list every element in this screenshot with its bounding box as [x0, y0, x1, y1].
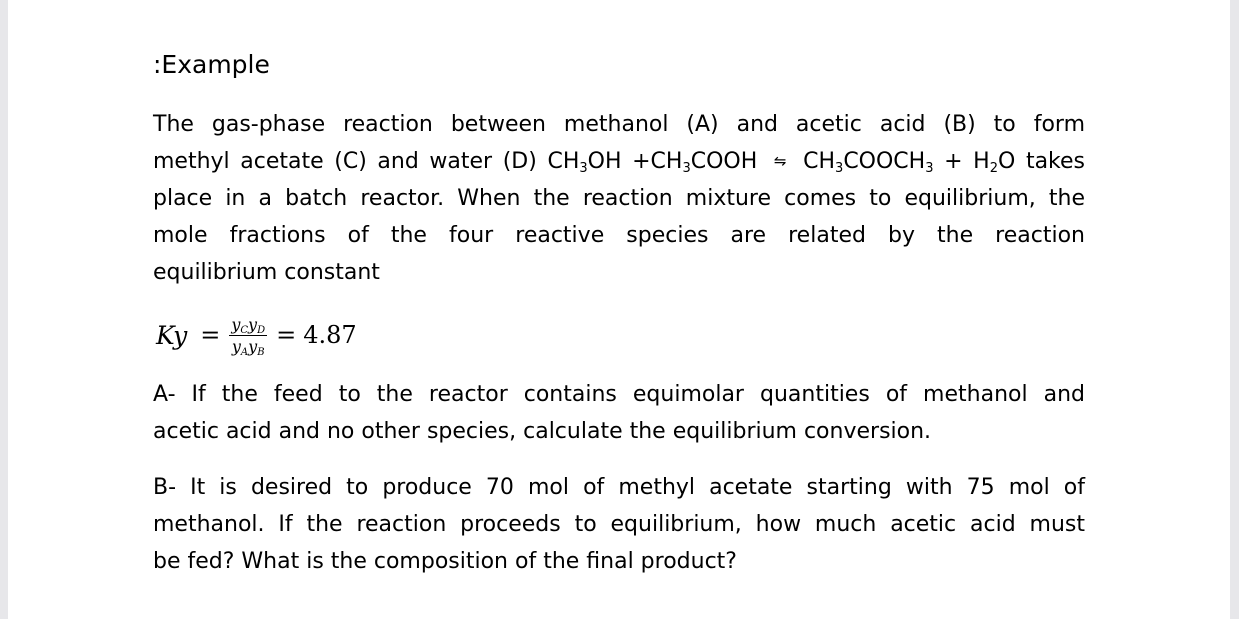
- fraction-numerator: $y_Cy_D$: [231, 314, 266, 336]
- text-line: A- If the feed to the reactor contains equimolar quantities of methanol and: [153, 382, 1085, 407]
- reaction-line: [153, 143, 1085, 180]
- text-line: be fed? What is the composition of the final product?: [153, 549, 737, 574]
- formula-acetic-acid: $+CH_3COOH$: [632, 149, 758, 176]
- formula-water: + $H_2O$: [944, 149, 1016, 176]
- fraction-denominator: $y_Ay_B$: [231, 336, 265, 358]
- text-line: acetic acid and no other species, calculate the equilibrium conversion.: [153, 419, 932, 444]
- question-part-b: [153, 469, 1085, 580]
- text-line: mole fractions of the four reactive species are related by the reaction: [153, 223, 1085, 248]
- text-segment: methyl acetate (C) and water (D): [153, 149, 537, 174]
- text-line: B- It is desired to produce 70 mol of methyl acetate starting with 75 mol of: [153, 475, 1085, 500]
- mole-fraction-ratio: [229, 315, 267, 356]
- equilibrium-constant-equation: [156, 306, 357, 364]
- equals-sign: =: [276, 321, 297, 349]
- equation-lhs: Ky: [156, 320, 188, 350]
- equation-value: 4.87: [303, 321, 357, 349]
- formula-methanol: $CH_3OH$: [547, 149, 622, 176]
- text-segment: takes: [1025, 149, 1086, 174]
- text-line: equilibrium constant: [153, 260, 380, 285]
- formula-methyl-acetate: $CH_3COOCH_3$: [803, 149, 934, 176]
- text-line: place in a batch reactor. When the reaction mixture comes to equilibrium, the: [153, 186, 1085, 211]
- document-page: [8, 0, 1230, 619]
- text-line: methanol. If the reaction proceeds to equilibrium, how much acetic acid must: [153, 512, 1085, 537]
- text-line: The gas-phase reaction between methanol (A) and acetic acid (B) to form: [153, 112, 1085, 137]
- equals-sign: =: [200, 321, 221, 349]
- question-part-a: [153, 376, 1085, 450]
- example-heading: :Example: [153, 50, 270, 79]
- equilibrium-arrow-icon: ⇋: [773, 152, 787, 170]
- problem-statement: [153, 106, 1085, 291]
